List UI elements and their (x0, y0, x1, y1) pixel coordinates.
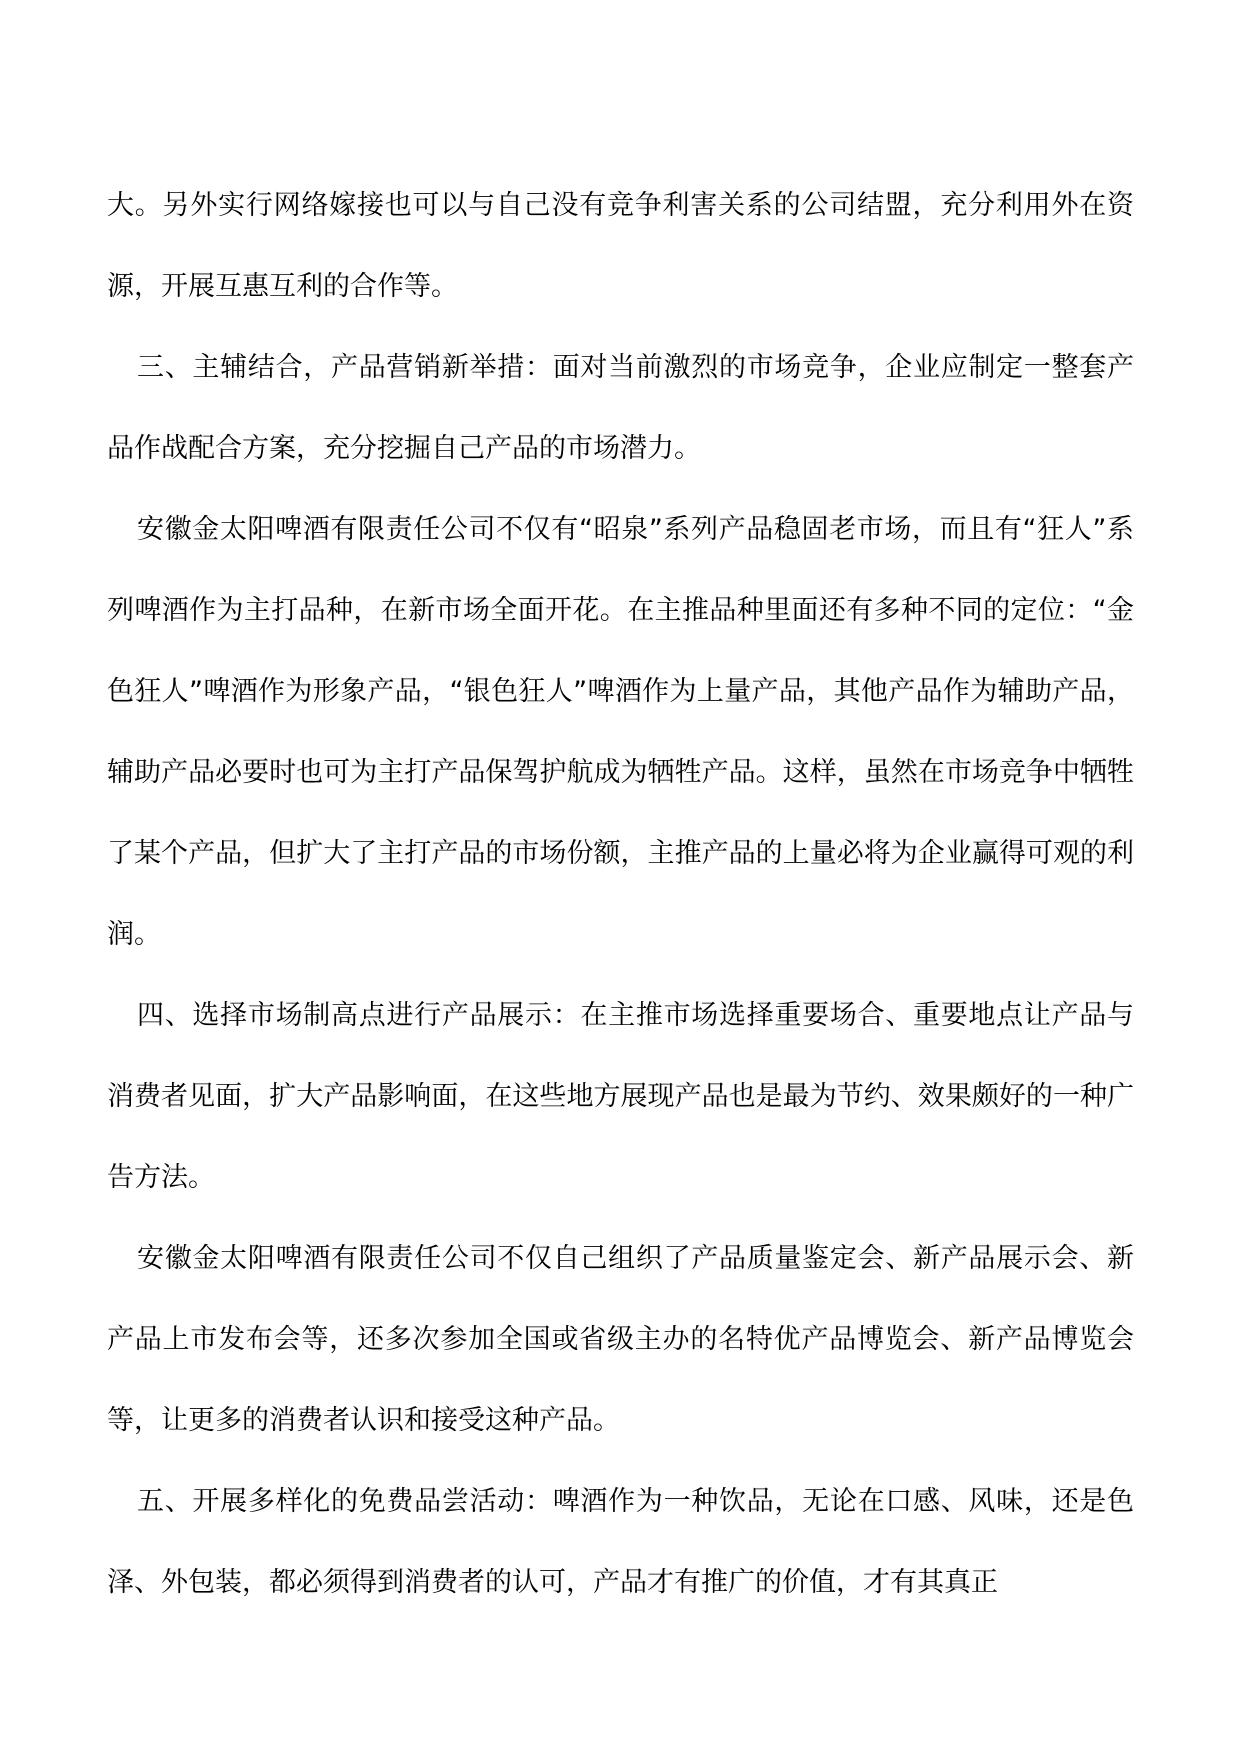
paragraph-2: 三、主辅结合，产品营销新举措：面对当前激烈的市场竞争，企业应制定一整套产品作战配合方案，充分挖掘自己产品的市场潜力。 (107, 352, 1134, 464)
document-body (107, 165, 1134, 1623)
paragraph-1: 大。另外实行网络嫁接也可以与自己没有竞争利害关系的公司结盟，充分利用外在资源，开展互惠互利的合作等。 (107, 190, 1134, 302)
paragraph-6: 五、开展多样化的免费品尝活动：啤酒作为一种饮品，无论在口感、风味，还是色泽、外包装，都必须得到消费者的认可，产品才有推广的价值，才有其真正 (107, 1486, 1134, 1598)
paragraph-5: 安徽金太阳啤酒有限责任公司不仅自己组织了产品质量鉴定会、新产品展示会、新产品上市发布会等，还多次参加全国或省级主办的名特优产品博览会、新产品博览会等，让更多的消费者认识和接受这种产品。 (107, 1243, 1134, 1436)
paragraph-4: 四、选择市场制高点进行产品展示：在主推市场选择重要场合、重要地点让产品与消费者见面，扩大产品影响面，在这些地方展现产品也是最为节约、效果颇好的一种广告方法。 (107, 1000, 1134, 1193)
paragraph-3: 安徽金太阳啤酒有限责任公司不仅有“昭泉”系列产品稳固老市场，而且有“狂人”系列啤酒作为主打品种，在新市场全面开花。在主推品种里面还有多种不同的定位：“金色狂人”啤酒作为形象产品，“银色狂人”啤酒作为上量产品，其他产品作为辅助产品，辅助产品必要时也可为主打产品保驾护航成为牺牲产品。这样，虽然在市场竞争中牺牲了某个产品，但扩大了主打产品的市场份额，主推产品的上量必将为企业赢得可观的利润。 (107, 514, 1134, 950)
